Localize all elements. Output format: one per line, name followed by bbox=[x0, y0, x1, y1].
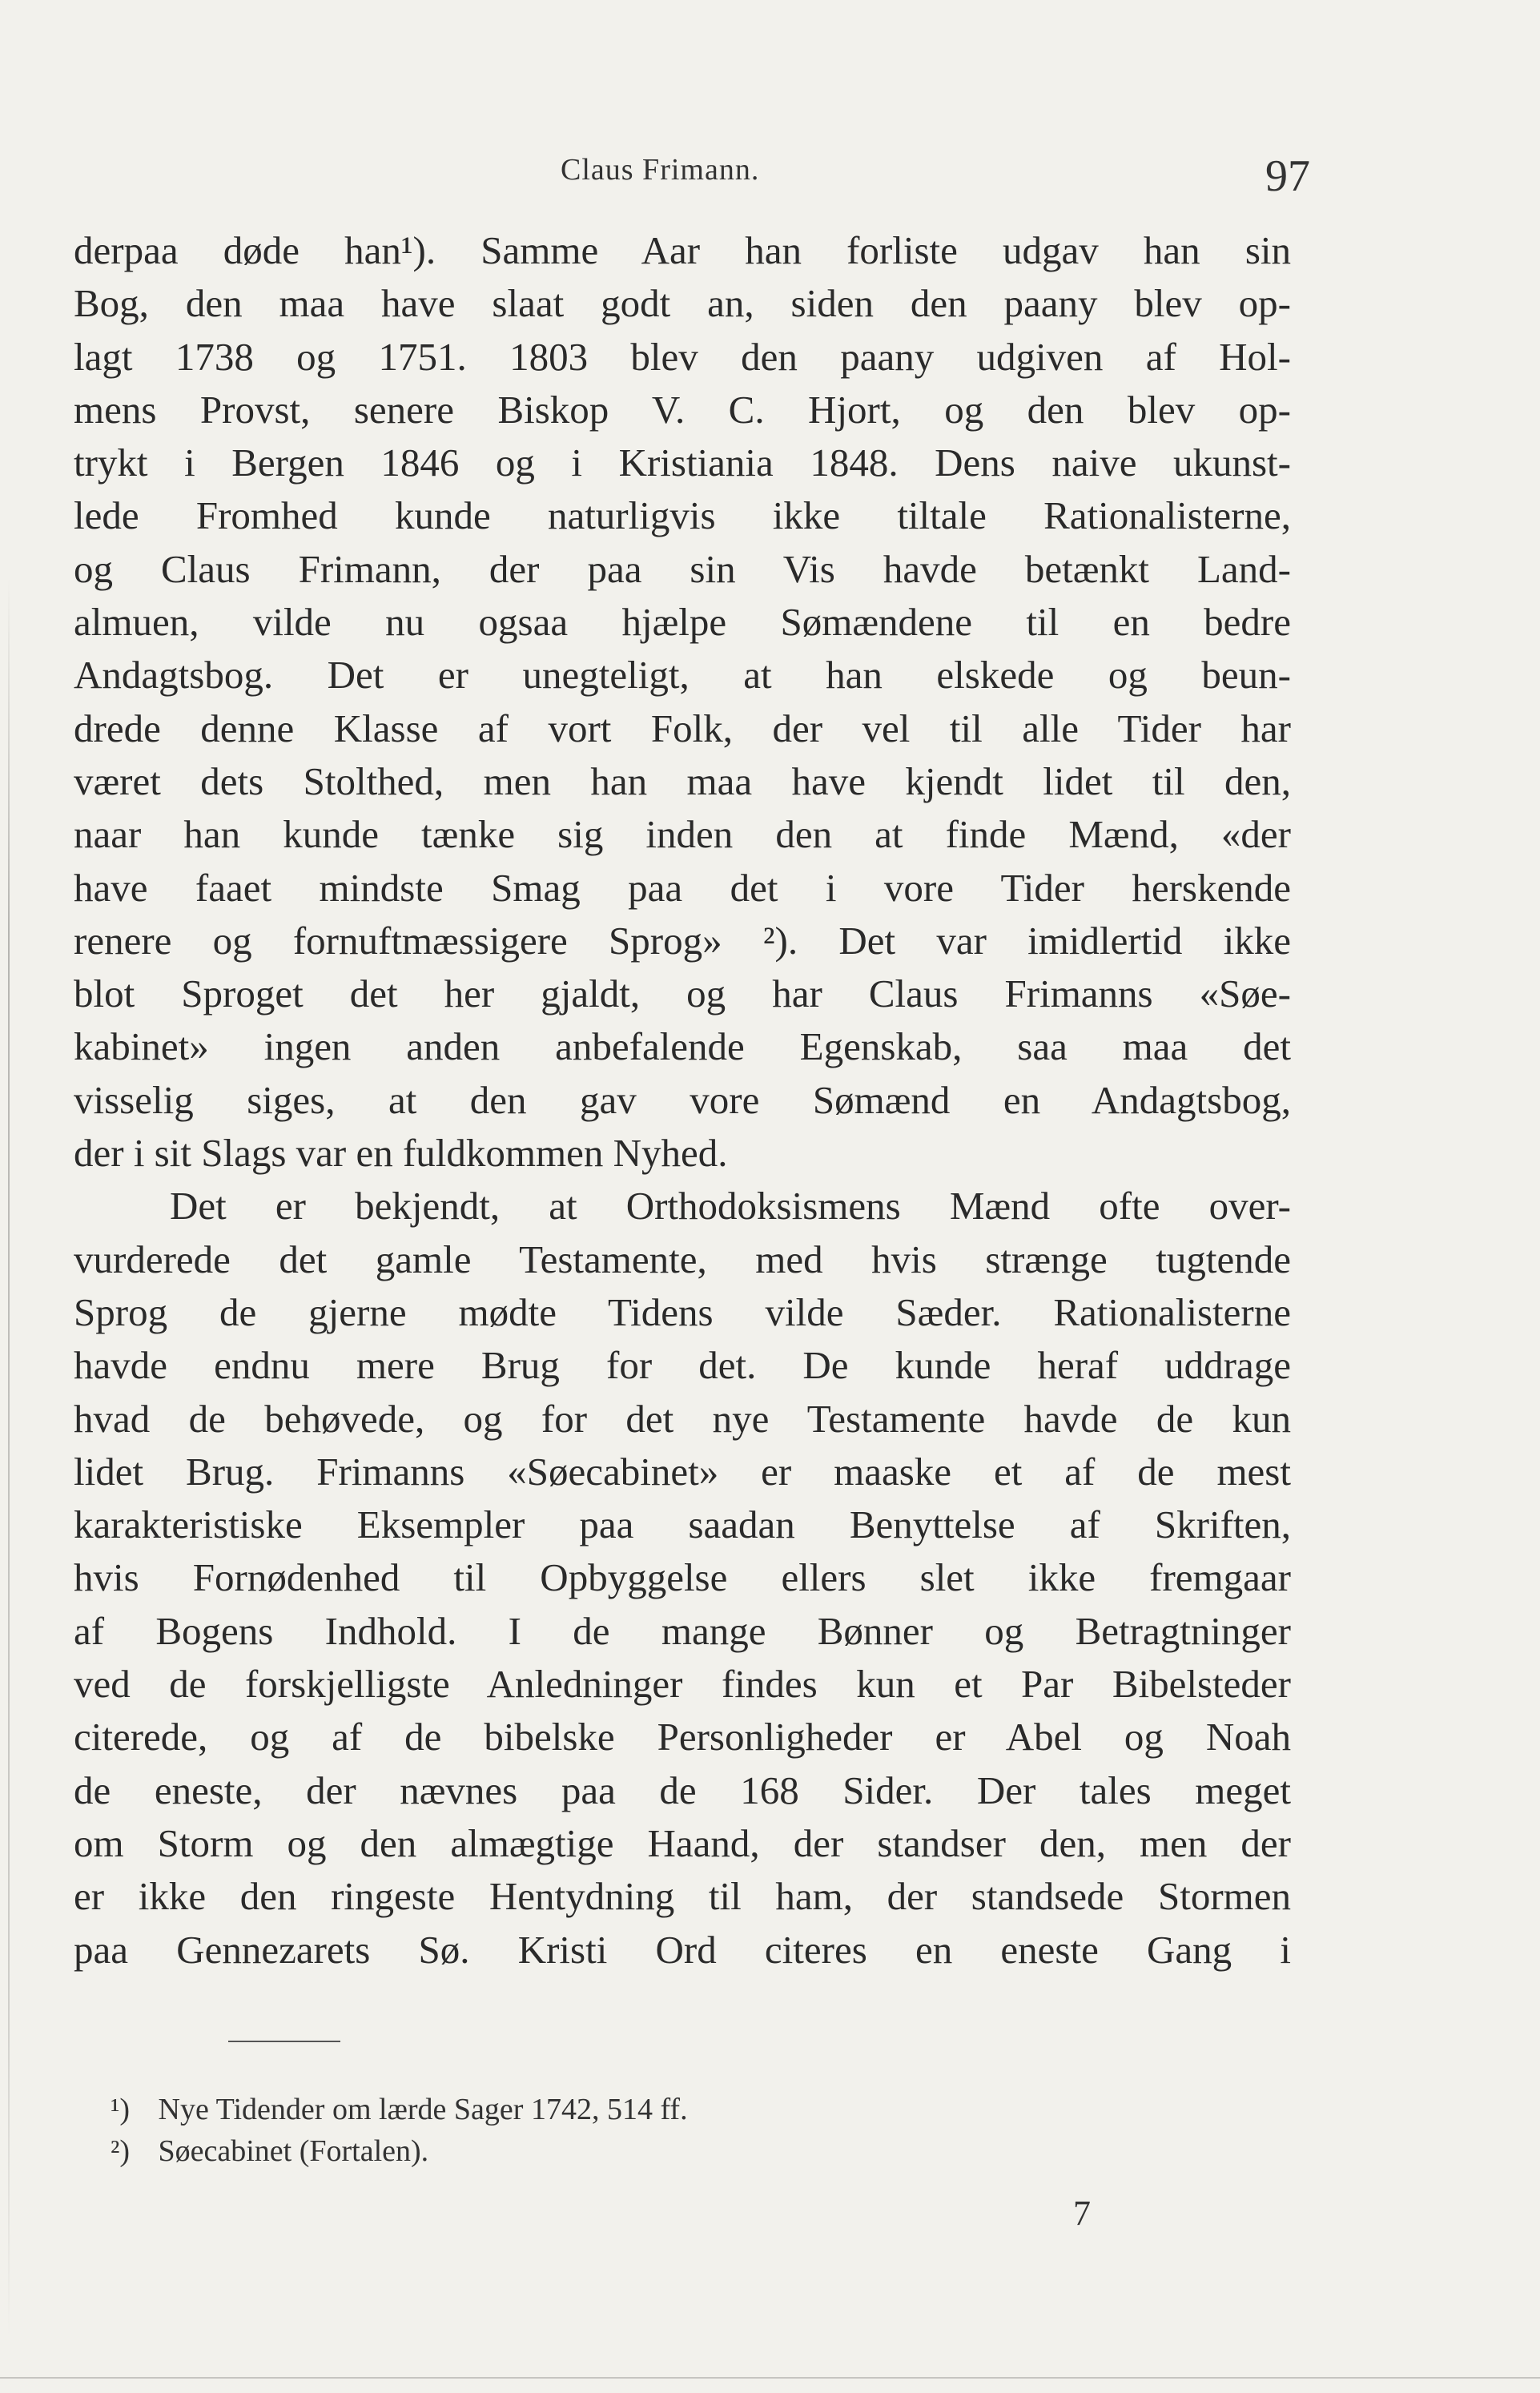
footnote-mark: ²) bbox=[111, 2134, 131, 2168]
scan-bottom-edge bbox=[0, 2377, 1540, 2379]
text-line: er ikke den ringeste Hentydning til ham, der standsede Stormen bbox=[74, 1874, 1291, 1919]
text-line: hvad de behøvede, og for det nye Testamente havde de kun bbox=[74, 1396, 1291, 1441]
text-line: have faaet mindste Smag paa det i vore Tider herskende bbox=[74, 865, 1291, 910]
text-line: trykt i Bergen 1846 og i Kristiania 1848. Dens naive ukunst- bbox=[74, 440, 1291, 485]
footnote-text: Nye Tidender om lærde Sager 1742, 514 ff. bbox=[158, 2093, 688, 2126]
text-line: naar han kunde tænke sig inden den at finde Mænd, «der bbox=[74, 812, 1291, 857]
text-line: havde endnu mere Brug for det. De kunde heraf uddrage bbox=[74, 1343, 1291, 1388]
scan-edge bbox=[8, 577, 10, 2339]
footnote-1 bbox=[111, 2089, 1152, 2130]
footnote-mark: ¹) bbox=[111, 2093, 131, 2126]
text-line: mens Provst, senere Biskop V. C. Hjort, og den blev op- bbox=[74, 387, 1291, 432]
text-line: renere og fornuftmæssigere Sprog» ²). Det var imidlertid ikke bbox=[74, 918, 1291, 963]
text-line: kabinet» ingen anden anbefalende Egenskab, saa maa det bbox=[74, 1024, 1291, 1069]
body-text bbox=[74, 224, 1291, 1977]
text-line: lidet Brug. Frimanns «Søecabinet» er maaske et af de mest bbox=[74, 1449, 1291, 1494]
page-number: 97 bbox=[1265, 151, 1310, 201]
text-line: været dets Stolthed, men han maa have kjendt lidet til den, bbox=[74, 758, 1291, 803]
running-title: Claus Frimann. bbox=[561, 153, 760, 187]
text-line: de eneste, der nævnes paa de 168 Sider. Der tales meget bbox=[74, 1768, 1291, 1812]
text-line: derpaa døde han¹). Samme Aar han forliste udgav han sin bbox=[74, 228, 1291, 272]
text-line: Andagtsbog. Det er unegteligt, at han elskede og beun- bbox=[74, 653, 1291, 698]
paragraph-end-line: der i sit Slags var en fuldkommen Nyhed. bbox=[74, 1131, 728, 1176]
text-line: hvis Fornødenhed til Opbyggelse ellers slet ikke fremgaar bbox=[74, 1555, 1291, 1600]
text-line: lede Fromhed kunde naturligvis ikke tiltale Rationalisterne, bbox=[74, 493, 1291, 538]
text-line: Sprog de gjerne mødte Tidens vilde Sæder. Rationalisterne bbox=[74, 1289, 1291, 1334]
footnote-2 bbox=[111, 2130, 1152, 2172]
footnotes bbox=[111, 2089, 1152, 2172]
signature-mark: 7 bbox=[1073, 2194, 1091, 2233]
text-line: citerede, og af de bibelske Personligheder er Abel og Noah bbox=[74, 1715, 1291, 1760]
footnote-divider bbox=[228, 2041, 340, 2042]
text-line: vurderede det gamle Testamente, med hvis strænge tugtende bbox=[74, 1237, 1291, 1281]
text-line: visselig siges, at den gav vore Sømænd en Andagtsbog, bbox=[74, 1077, 1291, 1122]
text-line: almuen, vilde nu ogsaa hjælpe Sømændene til en bedre bbox=[74, 600, 1291, 645]
text-line: drede denne Klasse af vort Folk, der vel til alle Tider har bbox=[74, 706, 1291, 750]
text-line: karakteristiske Eksempler paa saadan Benyttelse af Skriften, bbox=[74, 1502, 1291, 1547]
text-line: af Bogens Indhold. I de mange Bønner og Betragtninger bbox=[74, 1608, 1291, 1653]
text-line: paa Gennezarets Sø. Kristi Ord citeres en eneste Gang i bbox=[74, 1927, 1291, 1972]
running-head bbox=[0, 151, 1540, 201]
footnote-text: Søecabinet (Fortalen). bbox=[158, 2134, 429, 2168]
text-line: lagt 1738 og 1751. 1803 blev den paany udgiven af Hol- bbox=[74, 334, 1291, 379]
text-line: ved de forskjelligste Anledninger findes kun et Par Bibelsteder bbox=[74, 1662, 1291, 1707]
text-line: om Storm og den almægtige Haand, der standser den, men der bbox=[74, 1820, 1291, 1865]
paragraph-start-line: Det er bekjendt, at Orthodoksismens Mænd ofte over- bbox=[170, 1184, 1291, 1229]
text-line: og Claus Frimann, der paa sin Vis havde betænkt Land- bbox=[74, 546, 1291, 591]
text-line: Bog, den maa have slaat godt an, siden den paany blev op- bbox=[74, 281, 1291, 326]
text-line: blot Sproget det her gjaldt, og har Claus Frimanns «Søe- bbox=[74, 971, 1291, 1016]
